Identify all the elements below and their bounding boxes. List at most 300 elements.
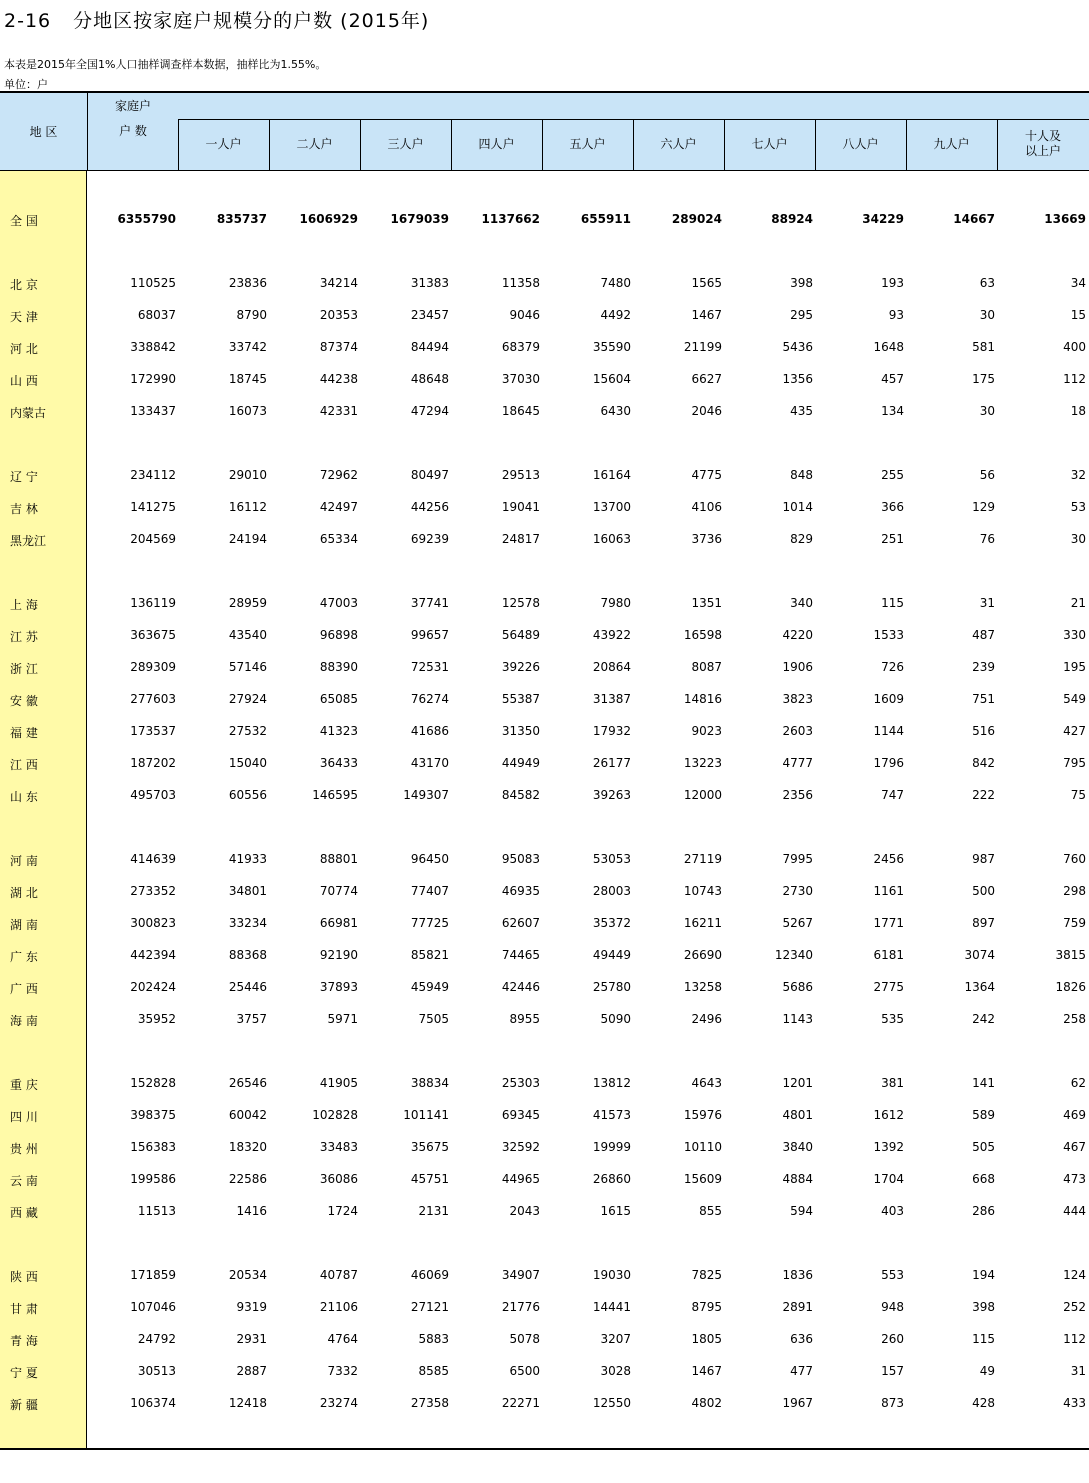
row-value: 13812 (592, 1076, 631, 1090)
row-value: 273352 (130, 884, 176, 898)
row-region: 吉 林 (10, 502, 38, 516)
table-number: 2-16 (4, 10, 52, 32)
row-value: 751 (972, 692, 995, 706)
row-value: 24194 (228, 532, 267, 546)
row-value: 3736 (691, 532, 722, 546)
row-value: 31383 (410, 276, 449, 290)
row-value: 2043 (509, 1204, 540, 1218)
row-value: 1416 (236, 1204, 267, 1218)
row-value: 3028 (600, 1364, 631, 1378)
row-value: 32 (1070, 468, 1086, 482)
row-value: 28003 (592, 884, 631, 898)
row-value: 12340 (774, 948, 813, 962)
row-value: 298 (1063, 884, 1086, 898)
row-value: 1836 (782, 1268, 813, 1282)
row-region: 黑龙江 (10, 534, 47, 548)
header-size-3: 三人户 (387, 137, 424, 151)
table-note: 本表是2015年全国1%人口抽样调查样本数据，抽样比为1.55%。 (4, 58, 327, 71)
table-row (0, 690, 1089, 710)
row-value: 84582 (501, 788, 540, 802)
row-value: 1201 (782, 1076, 813, 1090)
row-value: 473 (1063, 1172, 1086, 1186)
row-value: 1679039 (390, 212, 449, 226)
row-value: 15040 (228, 756, 267, 770)
row-value: 10110 (683, 1140, 722, 1154)
row-value: 65334 (319, 532, 358, 546)
row-value: 16164 (592, 468, 631, 482)
row-value: 29513 (501, 468, 540, 482)
row-value: 1609 (873, 692, 904, 706)
header-size-10-line2: 以上户 (1024, 144, 1061, 158)
row-value: 21 (1070, 596, 1086, 610)
row-value: 5267 (782, 916, 813, 930)
row-value: 8790 (236, 308, 267, 322)
row-value: 21199 (683, 340, 722, 354)
table-row (0, 338, 1089, 358)
row-value: 23457 (410, 308, 449, 322)
row-value: 289309 (130, 660, 176, 674)
table-row (0, 1266, 1089, 1286)
row-value: 41686 (410, 724, 449, 738)
row-value: 96898 (319, 628, 358, 642)
row-value: 3207 (600, 1332, 631, 1346)
table-row (0, 1170, 1089, 1190)
row-value: 7480 (600, 276, 631, 290)
row-value: 115 (972, 1332, 995, 1346)
row-value: 157 (881, 1364, 904, 1378)
row-value: 115 (881, 596, 904, 610)
row-value: 553 (881, 1268, 904, 1282)
row-value: 16073 (228, 404, 267, 418)
row-value: 26690 (683, 948, 722, 962)
row-value: 77725 (410, 916, 449, 930)
row-value: 195 (1063, 660, 1086, 674)
row-value: 400 (1063, 340, 1086, 354)
row-value: 23836 (228, 276, 267, 290)
row-value: 222 (972, 788, 995, 802)
row-value: 32592 (501, 1140, 540, 1154)
row-value: 18 (1070, 404, 1086, 418)
table-row (0, 626, 1089, 646)
table-row (0, 978, 1089, 998)
row-value: 487 (972, 628, 995, 642)
row-value: 340 (790, 596, 813, 610)
row-value: 20534 (228, 1268, 267, 1282)
row-value: 38834 (410, 1076, 449, 1090)
table-row (0, 786, 1089, 806)
row-value: 428 (972, 1396, 995, 1410)
row-value: 146595 (312, 788, 358, 802)
row-value: 398 (972, 1300, 995, 1314)
row-value: 11358 (501, 276, 540, 290)
table-bottom-border (0, 1448, 1089, 1450)
row-value: 41905 (319, 1076, 358, 1090)
header-size-6: 六人户 (660, 137, 697, 151)
row-value: 149307 (403, 788, 449, 802)
row-value: 668 (972, 1172, 995, 1186)
row-value: 363675 (130, 628, 176, 642)
row-value: 251 (881, 532, 904, 546)
row-value: 173537 (130, 724, 176, 738)
row-value: 26546 (228, 1076, 267, 1090)
row-value: 19999 (592, 1140, 631, 1154)
row-value: 252 (1063, 1300, 1086, 1314)
row-value: 202424 (130, 980, 176, 994)
table-header (0, 91, 1089, 171)
row-value: 2775 (873, 980, 904, 994)
row-value: 47294 (410, 404, 449, 418)
row-value: 42331 (319, 404, 358, 418)
region-column-bg (0, 171, 87, 1449)
row-value: 7332 (327, 1364, 358, 1378)
row-value: 258 (1063, 1012, 1086, 1026)
row-value: 1724 (327, 1204, 358, 1218)
row-value: 8955 (509, 1012, 540, 1026)
table-row (0, 1106, 1089, 1126)
row-value: 35590 (592, 340, 631, 354)
table-row (0, 1394, 1089, 1414)
row-value: 848 (790, 468, 813, 482)
row-value: 152828 (130, 1076, 176, 1090)
row-region: 江 苏 (10, 630, 38, 644)
row-value: 948 (881, 1300, 904, 1314)
row-value: 34801 (228, 884, 267, 898)
row-value: 77407 (410, 884, 449, 898)
row-value: 987 (972, 852, 995, 866)
row-value: 156383 (130, 1140, 176, 1154)
row-value: 18745 (228, 372, 267, 386)
row-value: 9319 (236, 1300, 267, 1314)
row-value: 22271 (501, 1396, 540, 1410)
row-value: 457 (881, 372, 904, 386)
header-size-5: 五人户 (569, 137, 606, 151)
row-value: 2456 (873, 852, 904, 866)
row-value: 33483 (319, 1140, 358, 1154)
row-value: 39226 (501, 660, 540, 674)
row-value: 398 (790, 276, 813, 290)
row-value: 14816 (683, 692, 722, 706)
row-value: 7505 (418, 1012, 449, 1026)
table-row (0, 1010, 1089, 1030)
row-value: 62 (1070, 1076, 1086, 1090)
row-value: 7825 (691, 1268, 722, 1282)
row-value: 37741 (410, 596, 449, 610)
row-value: 45949 (410, 980, 449, 994)
row-value: 95083 (501, 852, 540, 866)
row-region: 河 北 (10, 342, 38, 356)
row-value: 495703 (130, 788, 176, 802)
row-value: 5436 (782, 340, 813, 354)
row-value: 14441 (592, 1300, 631, 1314)
row-value: 112 (1063, 1332, 1086, 1346)
row-value: 35952 (137, 1012, 176, 1026)
table-row (0, 1138, 1089, 1158)
row-value: 21106 (319, 1300, 358, 1314)
header-size-1: 一人户 (205, 137, 242, 151)
row-value: 106374 (130, 1396, 176, 1410)
row-value: 93 (888, 308, 904, 322)
row-value: 88390 (319, 660, 358, 674)
row-value: 112 (1063, 372, 1086, 386)
row-value: 172990 (130, 372, 176, 386)
row-value: 134 (881, 404, 904, 418)
row-value: 92190 (319, 948, 358, 962)
row-value: 49 (979, 1364, 995, 1378)
table-row (0, 850, 1089, 870)
row-value: 72962 (319, 468, 358, 482)
row-value: 516 (972, 724, 995, 738)
row-value: 74465 (501, 948, 540, 962)
row-value: 4764 (327, 1332, 358, 1346)
row-value: 398375 (130, 1108, 176, 1122)
table-row (0, 210, 1089, 230)
row-value: 25446 (228, 980, 267, 994)
row-region: 山 东 (10, 790, 38, 804)
row-region: 内蒙古 (10, 406, 47, 420)
row-value: 10743 (683, 884, 722, 898)
row-value: 842 (972, 756, 995, 770)
row-value: 6627 (691, 372, 722, 386)
row-value: 76 (979, 532, 995, 546)
row-region: 贵 州 (10, 1142, 38, 1156)
data-table (0, 91, 1089, 1449)
row-value: 1771 (873, 916, 904, 930)
row-value: 1014 (782, 500, 813, 514)
row-value: 12000 (683, 788, 722, 802)
table-row (0, 594, 1089, 614)
row-value: 26860 (592, 1172, 631, 1186)
row-value: 1533 (873, 628, 904, 642)
row-region: 陕 西 (10, 1270, 38, 1284)
table-row (0, 498, 1089, 518)
row-value: 477 (790, 1364, 813, 1378)
row-value: 15976 (683, 1108, 722, 1122)
row-value: 8087 (691, 660, 722, 674)
row-value: 19030 (592, 1268, 631, 1282)
row-value: 9023 (691, 724, 722, 738)
row-value: 129 (972, 500, 995, 514)
row-value: 655911 (580, 212, 631, 226)
row-value: 330 (1063, 628, 1086, 642)
row-value: 6500 (509, 1364, 540, 1378)
row-value: 1137662 (481, 212, 540, 226)
row-value: 62607 (501, 916, 540, 930)
header-size-7: 七人户 (751, 137, 788, 151)
row-value: 24792 (137, 1332, 176, 1346)
row-value: 747 (881, 788, 904, 802)
table-title: 分地区按家庭户规模分的户数 (2015年) (73, 10, 430, 32)
row-value: 2887 (236, 1364, 267, 1378)
row-value: 27924 (228, 692, 267, 706)
row-value: 41323 (319, 724, 358, 738)
row-value: 5971 (327, 1012, 358, 1026)
header-size-4: 四人户 (478, 137, 515, 151)
row-region: 重 庆 (10, 1078, 38, 1092)
row-value: 13700 (592, 500, 631, 514)
row-value: 8585 (418, 1364, 449, 1378)
row-value: 171859 (130, 1268, 176, 1282)
row-value: 760 (1063, 852, 1086, 866)
row-value: 124 (1063, 1268, 1086, 1282)
row-value: 1796 (873, 756, 904, 770)
table-row (0, 754, 1089, 774)
table-row (0, 1330, 1089, 1350)
row-value: 44238 (319, 372, 358, 386)
row-value: 4492 (600, 308, 631, 322)
row-value: 16598 (683, 628, 722, 642)
row-value: 469 (1063, 1108, 1086, 1122)
row-value: 2356 (782, 788, 813, 802)
row-value: 35675 (410, 1140, 449, 1154)
row-value: 4777 (782, 756, 813, 770)
row-value: 289024 (671, 212, 722, 226)
header-region: 地 区 (29, 125, 58, 139)
row-value: 873 (881, 1396, 904, 1410)
row-region: 广 东 (10, 950, 38, 964)
row-value: 56489 (501, 628, 540, 642)
row-region: 海 南 (10, 1014, 38, 1028)
row-value: 1704 (873, 1172, 904, 1186)
row-value: 28959 (228, 596, 267, 610)
row-value: 12550 (592, 1396, 631, 1410)
row-value: 9046 (509, 308, 540, 322)
table-row (0, 370, 1089, 390)
header-family-top: 家庭户 (114, 99, 151, 113)
table-row (0, 402, 1089, 422)
row-value: 107046 (130, 1300, 176, 1314)
row-value: 187202 (130, 756, 176, 770)
row-value: 300823 (130, 916, 176, 930)
table-row (0, 274, 1089, 294)
row-value: 505 (972, 1140, 995, 1154)
row-value: 30 (979, 308, 995, 322)
row-value: 3840 (782, 1140, 813, 1154)
row-value: 12418 (228, 1396, 267, 1410)
row-value: 37893 (319, 980, 358, 994)
table-row (0, 946, 1089, 966)
row-region: 新 疆 (10, 1398, 38, 1412)
row-value: 204569 (130, 532, 176, 546)
row-value: 43170 (410, 756, 449, 770)
row-value: 1826 (1055, 980, 1086, 994)
row-value: 17932 (592, 724, 631, 738)
row-value: 34907 (501, 1268, 540, 1282)
row-region: 云 南 (10, 1174, 38, 1188)
table-row (0, 466, 1089, 486)
row-value: 16063 (592, 532, 631, 546)
row-value: 3815 (1055, 948, 1086, 962)
row-value: 1612 (873, 1108, 904, 1122)
row-value: 381 (881, 1076, 904, 1090)
header-size-8: 八人户 (842, 137, 879, 151)
row-value: 239 (972, 660, 995, 674)
row-value: 4643 (691, 1076, 722, 1090)
row-value: 1467 (691, 1364, 722, 1378)
row-value: 549 (1063, 692, 1086, 706)
row-value: 2891 (782, 1300, 813, 1314)
row-value: 175 (972, 372, 995, 386)
table-row (0, 1298, 1089, 1318)
row-value: 44949 (501, 756, 540, 770)
row-value: 20864 (592, 660, 631, 674)
row-value: 102828 (312, 1108, 358, 1122)
row-value: 435 (790, 404, 813, 418)
row-value: 467 (1063, 1140, 1086, 1154)
row-value: 43922 (592, 628, 631, 642)
row-value: 18320 (228, 1140, 267, 1154)
row-value: 2603 (782, 724, 813, 738)
row-value: 18645 (501, 404, 540, 418)
row-value: 6181 (873, 948, 904, 962)
row-value: 69345 (501, 1108, 540, 1122)
row-value: 1967 (782, 1396, 813, 1410)
row-value: 5686 (782, 980, 813, 994)
row-value: 53 (1070, 500, 1086, 514)
row-value: 44256 (410, 500, 449, 514)
row-value: 31350 (501, 724, 540, 738)
row-value: 136119 (130, 596, 176, 610)
row-value: 15609 (683, 1172, 722, 1186)
row-value: 4802 (691, 1396, 722, 1410)
row-value: 829 (790, 532, 813, 546)
row-value: 42446 (501, 980, 540, 994)
row-value: 110525 (130, 276, 176, 290)
row-value: 1356 (782, 372, 813, 386)
row-value: 20353 (319, 308, 358, 322)
row-value: 30 (1070, 532, 1086, 546)
row-value: 2046 (691, 404, 722, 418)
row-value: 36086 (319, 1172, 358, 1186)
row-value: 835737 (216, 212, 267, 226)
row-value: 2131 (418, 1204, 449, 1218)
row-region: 天 津 (10, 310, 38, 324)
row-value: 260 (881, 1332, 904, 1346)
row-value: 14667 (953, 212, 995, 226)
row-region: 河 南 (10, 854, 38, 868)
row-value: 13669 (1044, 212, 1086, 226)
row-value: 433 (1063, 1396, 1086, 1410)
row-value: 25780 (592, 980, 631, 994)
row-value: 35372 (592, 916, 631, 930)
row-value: 4884 (782, 1172, 813, 1186)
row-value: 403 (881, 1204, 904, 1218)
row-value: 12578 (501, 596, 540, 610)
row-value: 40787 (319, 1268, 358, 1282)
row-value: 442394 (130, 948, 176, 962)
row-region: 上 海 (10, 598, 38, 612)
row-value: 1351 (691, 596, 722, 610)
row-value: 500 (972, 884, 995, 898)
row-value: 26177 (592, 756, 631, 770)
row-region: 甘 肃 (10, 1302, 38, 1316)
row-value: 53053 (592, 852, 631, 866)
row-value: 242 (972, 1012, 995, 1026)
row-value: 66981 (319, 916, 358, 930)
row-value: 19041 (501, 500, 540, 514)
row-region: 全 国 (10, 214, 38, 228)
row-value: 594 (790, 1204, 813, 1218)
row-value: 414639 (130, 852, 176, 866)
row-value: 277603 (130, 692, 176, 706)
row-value: 46935 (501, 884, 540, 898)
unit-label: 单位：户 (4, 78, 48, 91)
row-value: 101141 (403, 1108, 449, 1122)
row-value: 1364 (964, 980, 995, 994)
row-value: 63 (979, 276, 995, 290)
row-value: 31 (1070, 1364, 1086, 1378)
row-value: 68037 (137, 308, 176, 322)
row-region: 西 藏 (10, 1206, 38, 1220)
